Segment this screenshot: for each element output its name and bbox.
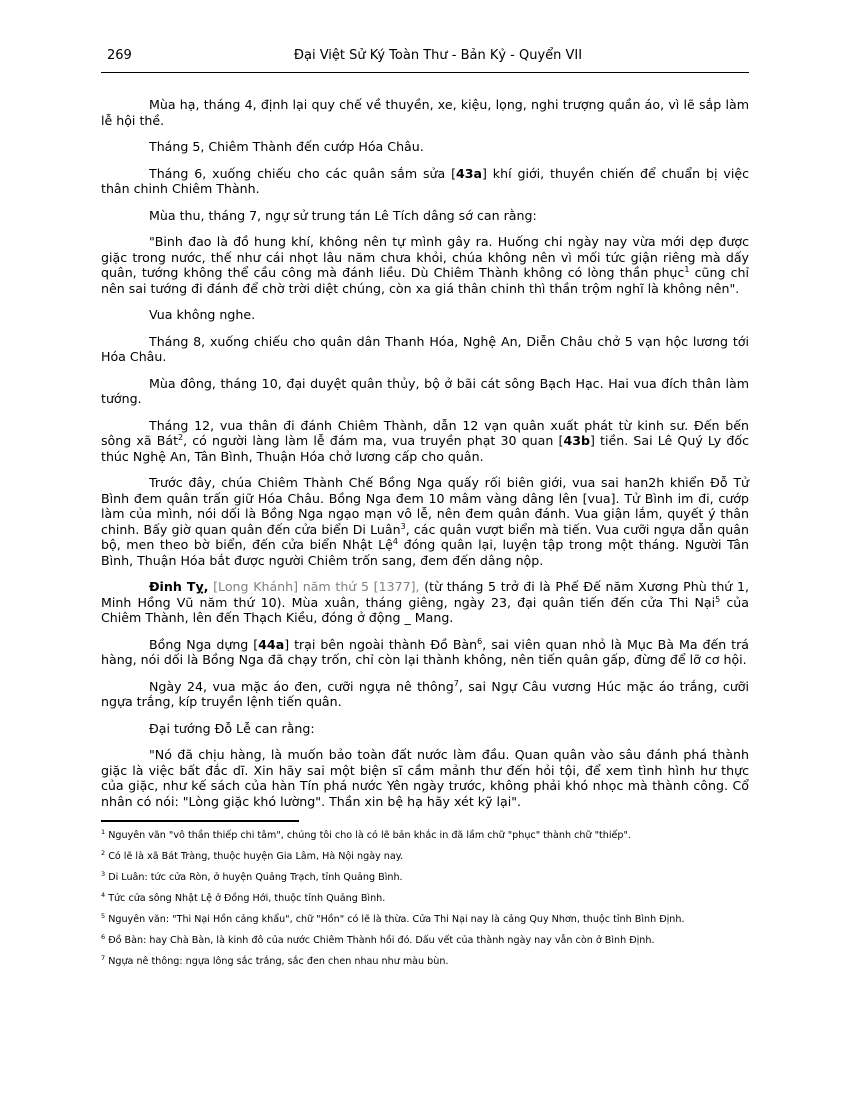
paragraph bbox=[101, 747, 749, 809]
grey-run: [Long Khánh] năm thứ 5 [1377], bbox=[213, 579, 420, 594]
text-run: Bồng Nga dựng [ bbox=[149, 636, 259, 652]
paragraph bbox=[101, 475, 749, 568]
text-run: , sai viên quan nhỏ là Mục Bà Ma đến trá hàng, nói dối là Bồng Nga đã chạy trốn, chỉ còn lại thành không, nên tiến quân gấp, đừng để lỡ cơ hội. bbox=[101, 636, 750, 667]
paragraph bbox=[101, 679, 749, 710]
text-run: ] tiền. Sai Lê Quý Ly đốc thúc Nghệ An, Tân Bình, Thuận Hóa chở lương cấp cho quân. bbox=[101, 433, 750, 464]
paragraph bbox=[101, 637, 749, 668]
page-header bbox=[101, 48, 749, 73]
footnote-number: 2 bbox=[101, 848, 106, 857]
text-run: đóng quân lại, luyện tập trong một tháng. Người Tân Bình, Thuận Hóa bắt được người Chiêm trốn sang, đem đến dâng nộp. bbox=[101, 537, 750, 568]
text-run: , sai Ngự Câu vương Húc mặc áo trắng, cưỡi ngựa trắng, kíp truyền lệnh tiến quân. bbox=[101, 678, 749, 709]
paragraph bbox=[101, 579, 749, 626]
footnote-text: Có lẽ là xã Bát Tràng, thuộc huyện Gia Lâm, Hà Nội ngày nay. bbox=[105, 851, 404, 862]
footnote-number: 5 bbox=[101, 911, 106, 920]
text-run: cũng chỉ nên sai tướng đi đánh để chờ trời diệt chúng, còn xa giá thân chinh thì thần trộm nghĩ là không nên". bbox=[101, 265, 750, 296]
footnote bbox=[101, 953, 749, 968]
document-page bbox=[101, 48, 749, 977]
text-run: Ngày 24, vua mặc áo đen, cưỡi ngựa nê thông bbox=[149, 678, 454, 694]
text-run: ] trại bên ngoài thành Đồ Bàn bbox=[284, 636, 478, 652]
bold-run: 44a bbox=[258, 636, 285, 652]
bold-run: 43a bbox=[456, 165, 483, 181]
footnote-number: 7 bbox=[101, 953, 106, 962]
text-run: ] khí giới, thuyền chiến để chuẩn bị việc thân chinh Chiêm Thành. bbox=[101, 165, 750, 196]
paragraph bbox=[101, 97, 749, 128]
footnote-text: Nguyên văn: "Thi Nại Hồn cảng khẩu", chữ "Hồn" có lẽ là thừa. Cửa Thi Nại nay là cảng Quy Nhơn, thuộc tỉnh Bình Định. bbox=[105, 914, 685, 925]
footnote bbox=[101, 827, 749, 842]
paragraph bbox=[101, 139, 749, 155]
body-text bbox=[101, 97, 749, 809]
footnote bbox=[101, 848, 749, 863]
footnote-ref: 5 bbox=[715, 594, 721, 604]
paragraph bbox=[101, 166, 749, 197]
text-run: , có người làng làm lễ đám ma, vua truyền phạt 30 quan [ bbox=[183, 433, 564, 448]
footnote bbox=[101, 911, 749, 926]
footnote-number: 6 bbox=[101, 932, 106, 941]
footnote-separator bbox=[101, 820, 299, 822]
text-run: Mùa đông, tháng 10, đại duyệt quân thủy, bộ ở bãi cát sông Bạch Hạc. Hai vua đích thân làm tướng. bbox=[101, 375, 749, 406]
paragraph bbox=[101, 307, 749, 323]
footnote-ref: 7 bbox=[453, 678, 459, 688]
paragraph bbox=[101, 721, 749, 737]
page-number: 269 bbox=[107, 48, 132, 63]
paragraph bbox=[101, 208, 749, 224]
footnote bbox=[101, 869, 749, 884]
footnote-number: 1 bbox=[101, 827, 106, 836]
paragraph bbox=[101, 376, 749, 407]
text-run: Tháng 5, Chiêm Thành đến cướp Hóa Châu. bbox=[149, 139, 424, 154]
footnote bbox=[101, 890, 749, 905]
paragraph bbox=[101, 234, 749, 296]
paragraph bbox=[101, 418, 749, 465]
footnote-text: Di Luân: tức cửa Ròn, ở huyện Quảng Trạch, tỉnh Quảng Bình. bbox=[105, 872, 403, 883]
footnotes bbox=[101, 827, 749, 968]
footnote-ref: 1 bbox=[684, 264, 690, 274]
text-run: , các quân vượt biển mà tiến. Vua cưỡi ngựa dẫn quân bộ, men theo bờ biển, đến cửa biển Nhật Lệ bbox=[101, 521, 749, 552]
text-run: Mùa thu, tháng 7, ngự sử trung tán Lê Tích dâng sớ can rằng: bbox=[149, 207, 537, 223]
text-run: của Chiêm Thành, lên đến Thạch Kiều, đóng ở động _ Mang. bbox=[101, 594, 749, 625]
text-run: Tháng 12, vua thân đi đánh Chiêm Thành, dẫn 12 vạn quân xuất phát từ kinh sư. Đến bến sông xã Bát bbox=[101, 417, 749, 448]
paragraph bbox=[101, 334, 749, 365]
text-run: (từ tháng 5 trở đi là Phế Đế năm Xương Phù thứ 1, Minh Hồng Vũ năm thứ 10). Mùa xuân, tháng giêng, ngày 23, đại quân tiến đến cửa Thi Nại bbox=[101, 579, 749, 610]
text-run: "Binh đao là đồ hung khí, không nên tự mình gây ra. Huống chi ngày nay vừa mới dẹp được giặc trong nước, thế như cái nhọt lâu năm chưa khỏi, chúa không nên vì mối tức giận riêng mà dấy quân, tướng không thể cầu công mà đánh liều. Dù Chiêm Thành không có lòng thần phục bbox=[101, 234, 749, 280]
footnote-text: Tức cửa sông Nhật Lệ ở Đồng Hới, thuộc tỉnh Quảng Bình. bbox=[105, 893, 386, 904]
bold-run: Đinh Tỵ, bbox=[149, 579, 209, 594]
footnote-ref: 3 bbox=[400, 521, 406, 531]
text-run: Tháng 6, xuống chiếu cho các quân sắm sửa [ bbox=[149, 165, 456, 181]
text-run: Trước đây, chúa Chiêm Thành Chế Bồng Nga quấy rối biên giới, vua sai han2h khiển Đỗ Tử Bình đem quân trấn giữ Hóa Châu. Bồng Nga đem 10 mâm vàng dâng lên [vua]. Tử Bình im đi, cướp làm của mình, nói dối là Bồng Nga ngạo mạn vô lễ, nên đem quân đánh. Vua giận lắm, quyết ý thân chinh. Bấy giờ quan quân đến cửa biển Di Luân bbox=[101, 475, 749, 537]
running-title: Đại Việt Sử Ký Toàn Thư - Bản Kỷ - Quyển VII bbox=[293, 48, 583, 63]
footnote-number: 4 bbox=[101, 890, 106, 899]
footnote-ref: 2 bbox=[178, 432, 184, 442]
text-run: Đại tướng Đỗ Lễ can rằng: bbox=[149, 720, 315, 736]
text-run: Vua không nghe. bbox=[149, 307, 256, 322]
footnote-number: 3 bbox=[101, 869, 106, 878]
text-run: Mùa hạ, tháng 4, định lại quy chế về thuyền, xe, kiệu, lọng, nghi trượng quần áo, vì lẽ sắp làm lễ hội thề. bbox=[101, 97, 749, 128]
footnote-ref: 6 bbox=[477, 636, 483, 646]
text-run: "Nó đã chịu hàng, là muốn bảo toàn đất nước làm đầu. Quan quân vào sâu đánh phá thành giặc là việc bất đắc dĩ. Xin hãy sai một biện sĩ cầm mảnh thư đến hỏi tội, để xem tình hình hư thực của giặc, như kế sách của hàn Tín phá nước Yên ngày trước, không phải khó nhọc mà thành công. Cổ nhân có nói: "Lòng giặc khó lường". Thần xin bệ hạ hãy xét kỹ lại". bbox=[101, 747, 749, 809]
footnote-text: Đồ Bàn: hay Chà Bàn, là kinh đô của nước Chiêm Thành hồi đó. Dấu vết của thành ngày nay vẫn còn ở Bình Định. bbox=[105, 935, 655, 946]
footnote-text: Nguyên văn "vô thần thiếp chi tâm", chúng tôi cho là có lẽ bản khắc in đã lầm chữ "phục" thành chữ "thiếp". bbox=[105, 830, 631, 841]
footnote bbox=[101, 932, 749, 947]
footnote-ref: 4 bbox=[392, 536, 398, 546]
text-run: Tháng 8, xuống chiếu cho quân dân Thanh Hóa, Nghệ An, Diễn Châu chở 5 vạn hộc lương tới Hóa Châu. bbox=[101, 333, 749, 364]
footnote-text: Ngựa nê thông: ngựa lông sắc trắng, sắc đen chen nhau như màu bùn. bbox=[105, 956, 449, 967]
bold-run: 43b bbox=[563, 433, 590, 448]
